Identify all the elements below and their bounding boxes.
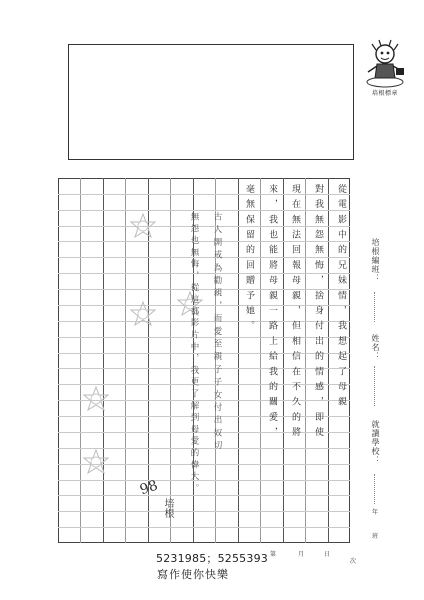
teacher-comment-box [68,44,354,160]
class-dotline [374,292,375,322]
grid-column-line [238,178,239,543]
essay-column-3: 現在無法回報母親，但相信在不久的將 [290,184,300,443]
grid-row-line [58,257,350,258]
contact-phones: 5231985；5255393 [156,552,268,565]
grid-column-line [305,178,306,543]
ti-label: 第 [270,551,277,558]
grid-row-line [58,273,350,274]
grid-column-line [103,178,104,543]
grade-label: 班 [372,533,379,540]
grid-column-line [283,178,284,543]
year-label: 年 [372,509,379,516]
school-dotline [374,474,375,504]
grid-row-line [58,305,350,306]
grid-row-line [58,289,350,290]
essay-column-4: 來，我也能將母親一路上給我的關愛， [267,184,277,443]
teacher-comment-1: 古人開戒為勸親，而愛至親子子女付出奴切 [212,212,222,454]
name-dotline [374,366,375,406]
grid-column-line [328,178,329,543]
writing-grid [58,178,350,543]
grid-row-line [58,495,350,496]
grid-row-line [58,337,350,338]
watermark-star-icon [129,300,157,328]
day-label: 日 [324,551,331,558]
school-label: 就讀學校： [371,420,380,465]
grid-row-line [58,321,350,322]
grid-column-line [260,178,261,543]
slogan: 寫作使你快樂 [157,568,229,581]
grid-row-line [58,416,350,417]
grid-row-line [58,527,350,528]
watermark-star-icon [129,212,157,240]
tutor-mark: 98 [137,477,160,499]
essay-column-5: 毫無保留的回贈予她。 [244,184,254,336]
stamp-figure-icon [363,38,407,90]
grid-column-line [170,178,171,543]
ci-label: 次 [350,558,357,565]
essay-column-1: 從電影中的兄妹情，我想起了母親 [336,184,346,412]
name-label: 姓名： [371,334,380,361]
stamp-label: 培根標章 [371,90,398,97]
grid-column-line [125,178,126,543]
watermark-star-icon [82,448,110,476]
grid-row-line [58,511,350,512]
essay-column-2: 對我無怨無悔，捨身付出的情感，即使 [313,184,323,443]
tutor-signature: 培根 [162,498,173,518]
watermark-star-icon [82,385,110,413]
teacher-comment-2: 無怨也無悔，從這部影片中，我更了解到母愛的偉大。 [189,212,199,496]
grid-row-line [58,194,350,195]
class-label: 培根編班： [371,238,380,283]
grid-row-line [58,353,350,354]
grid-row-line [58,432,350,433]
grid-row-line [58,210,350,211]
grid-column-line [80,178,81,543]
grid-row-line [58,368,350,369]
grid-row-line [58,226,350,227]
grid-row-line [58,480,350,481]
grid-row-line [58,241,350,242]
month-label: 月 [298,551,305,558]
